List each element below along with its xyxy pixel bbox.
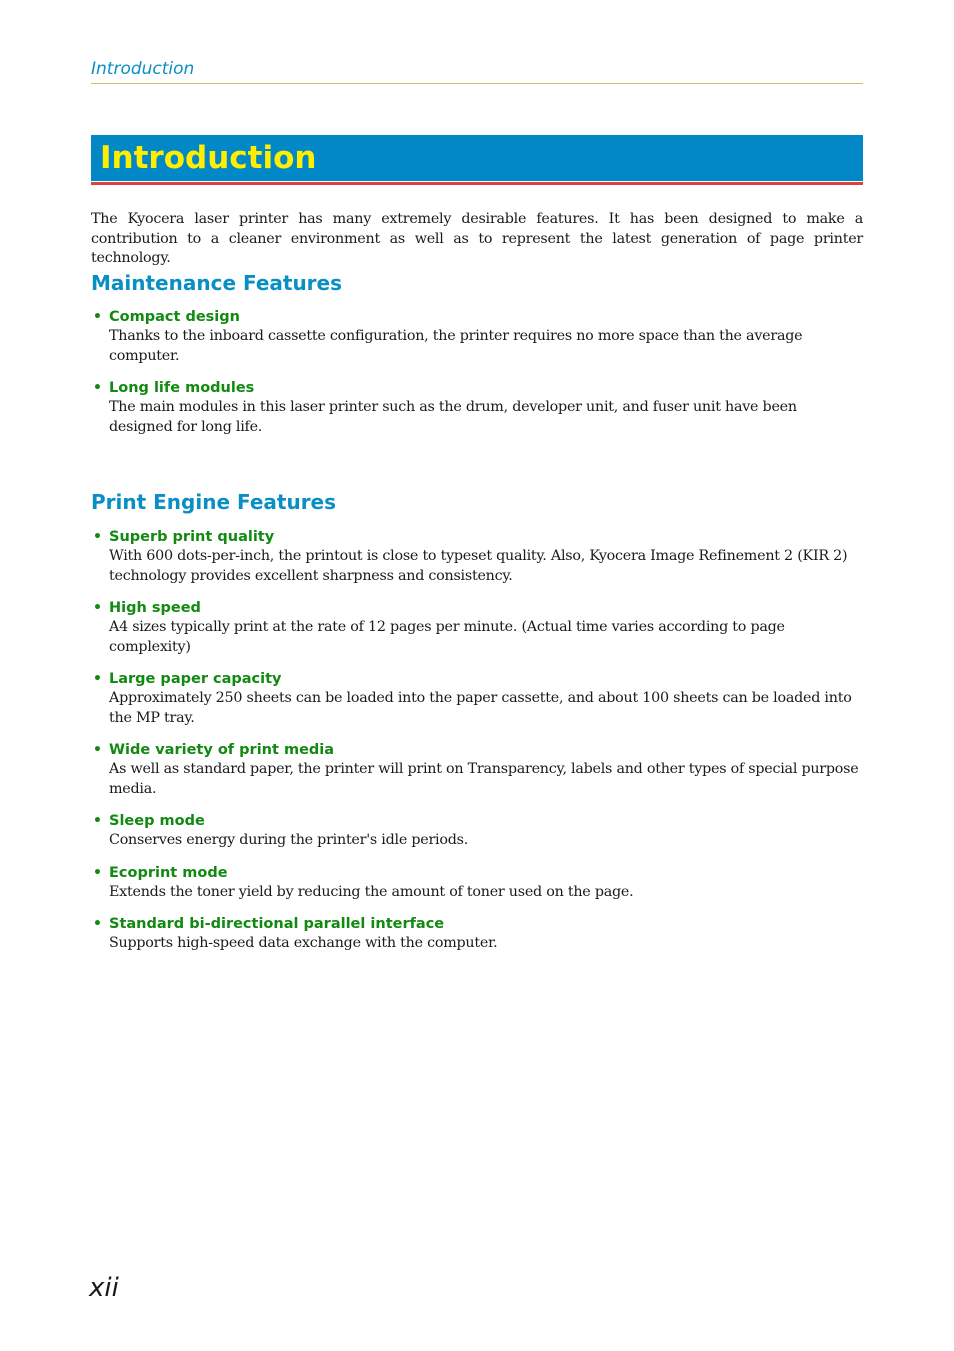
feature-title: Sleep mode bbox=[109, 813, 205, 829]
feature-item bbox=[91, 670, 863, 728]
bullet-icon: • bbox=[93, 742, 102, 758]
feature-description: Thanks to the inboard cassette configuration, the printer requires no more space than the average computer. bbox=[109, 328, 803, 364]
feature-item bbox=[91, 864, 863, 903]
bullet-icon: • bbox=[93, 864, 102, 881]
feature-item bbox=[91, 379, 863, 437]
feature-description: The main modules in this laser printer such as the drum, developer unit, and fuser unit have been designed for long life. bbox=[109, 399, 797, 435]
feature-title: Wide variety of print media bbox=[109, 742, 335, 758]
feature-title: Superb print quality bbox=[109, 529, 275, 545]
feature-item bbox=[91, 915, 863, 954]
page-number: xii bbox=[89, 1273, 119, 1303]
feature-title: Long life modules bbox=[109, 380, 255, 396]
feature-description: Extends the toner yield by reducing the amount of toner used on the page. bbox=[109, 883, 634, 900]
bullet-icon: • bbox=[93, 380, 102, 396]
feature-item bbox=[91, 741, 863, 799]
title-rule bbox=[91, 182, 863, 185]
section-heading-maintenance: Maintenance Features bbox=[91, 271, 343, 295]
feature-description: Supports high-speed data exchange with the computer. bbox=[109, 935, 498, 951]
feature-description: Approximately 250 sheets can be loaded into the paper cassette, and about 100 sheets can be loaded into the MP tray. bbox=[109, 690, 852, 726]
header-rule bbox=[91, 83, 863, 84]
feature-item bbox=[91, 308, 863, 366]
intro-paragraph: The Kyocera laser printer has many extremely desirable features. It has been designed to make a contribution to a cleaner environment as well as to represent the latest generation of page printer technology. bbox=[91, 211, 863, 266]
running-header: Introduction bbox=[91, 59, 195, 79]
section-heading-print-engine: Print Engine Features bbox=[91, 490, 337, 514]
bullet-icon: • bbox=[93, 813, 102, 829]
feature-title: Ecoprint mode bbox=[109, 864, 228, 881]
feature-title: Compact design bbox=[109, 309, 240, 325]
feature-description: Conserves energy during the printer's idle periods. bbox=[109, 832, 469, 848]
feature-title: High speed bbox=[109, 600, 201, 616]
bullet-icon: • bbox=[93, 671, 102, 687]
feature-description: With 600 dots-per-inch, the printout is close to typeset quality. Also, Kyocera Image Refinement 2 (KIR 2) technology provides excellent sharpness and consistency. bbox=[109, 548, 848, 584]
feature-item bbox=[91, 812, 863, 851]
feature-item bbox=[91, 599, 863, 657]
bullet-icon: • bbox=[93, 916, 102, 932]
bullet-icon: • bbox=[93, 309, 102, 325]
maintenance-feature-list bbox=[91, 308, 863, 437]
bullet-icon: • bbox=[93, 529, 102, 545]
bullet-icon: • bbox=[93, 600, 102, 616]
title-band bbox=[91, 135, 863, 181]
page-title: Introduction bbox=[100, 140, 317, 176]
print-engine-feature-list bbox=[91, 528, 863, 954]
feature-title: Standard bi-directional parallel interface bbox=[109, 916, 445, 932]
feature-description: A4 sizes typically print at the rate of 12 pages per minute. (Actual time varies according to page complexity) bbox=[109, 619, 785, 655]
feature-title: Large paper capacity bbox=[109, 671, 282, 687]
feature-description: As well as standard paper, the printer will print on Transparency, labels and other types of special purpose media. bbox=[109, 761, 859, 797]
feature-item bbox=[91, 528, 863, 586]
